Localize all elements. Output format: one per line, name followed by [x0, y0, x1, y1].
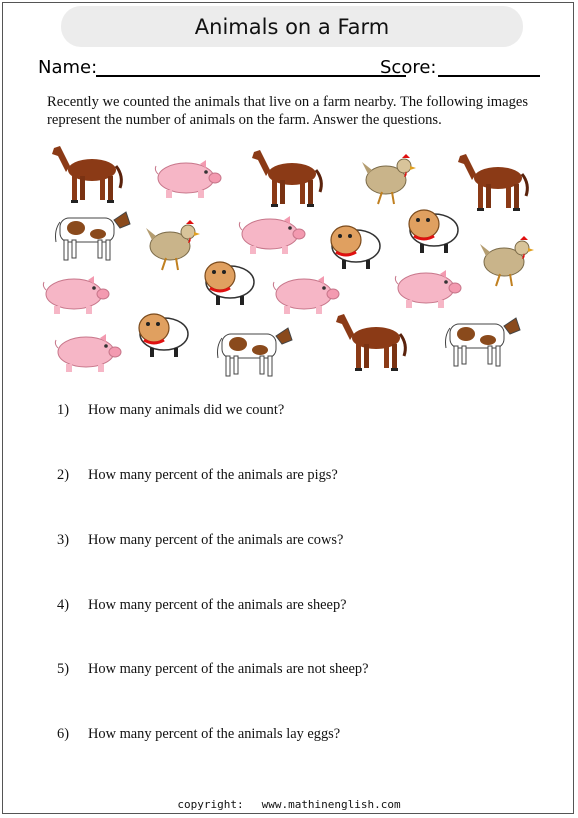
name-label: Name: — [38, 57, 98, 78]
page-title: Animals on a Farm — [194, 14, 390, 39]
question-number: 4) — [57, 597, 69, 613]
animal-horse-4 — [336, 314, 405, 371]
animal-horse-1 — [52, 146, 121, 203]
question-number: 2) — [57, 467, 69, 483]
animal-chicken-3 — [480, 236, 534, 286]
animal-pig-3 — [43, 276, 109, 314]
animal-sheep-4 — [139, 314, 188, 357]
question-number: 3) — [57, 532, 69, 548]
animal-chicken-2 — [146, 220, 200, 270]
animal-pig-4 — [273, 276, 339, 314]
animal-pig-1 — [155, 160, 221, 198]
animal-pig-6 — [55, 334, 121, 372]
animal-cow-3 — [446, 318, 521, 366]
question-text: How many percent of the animals are not sheep? — [88, 661, 369, 677]
animal-cow-2 — [218, 328, 293, 376]
name-score-row — [38, 57, 543, 81]
animal-sheep-2 — [409, 210, 458, 253]
animal-sheep-3 — [205, 262, 254, 305]
copyright-footer — [0, 798, 578, 811]
question-text: How many animals did we count? — [88, 402, 285, 418]
question-number: 1) — [57, 402, 69, 418]
title-banner — [61, 6, 523, 47]
animal-pig-5 — [395, 270, 461, 308]
copyright-label: copyright: — [177, 798, 244, 811]
question-text: How many percent of the animals are sheep? — [88, 597, 347, 613]
animal-sheep-1 — [331, 226, 380, 269]
copyright-site: www.mathinenglish.com — [261, 798, 401, 811]
score-blank[interactable] — [438, 75, 540, 77]
score-label: Score: — [380, 57, 437, 78]
intro-text: Recently we counted the animals that live on a farm nearby. The following images represent the number of animals on the farm. Answer the questions. — [47, 94, 529, 128]
question-text: How many percent of the animals are cows? — [88, 532, 344, 548]
animal-chicken-1 — [362, 154, 416, 204]
question-number: 5) — [57, 661, 69, 677]
animal-illustrations — [40, 138, 540, 383]
animal-cow-1 — [56, 212, 131, 260]
question-text: How many percent of the animals are pigs? — [88, 467, 338, 483]
question-number: 6) — [57, 726, 69, 742]
name-blank[interactable] — [96, 75, 406, 77]
question-text: How many percent of the animals lay eggs? — [88, 726, 341, 742]
animal-horse-2 — [252, 150, 321, 207]
animal-horse-3 — [458, 154, 527, 211]
animal-pig-2 — [239, 216, 305, 254]
